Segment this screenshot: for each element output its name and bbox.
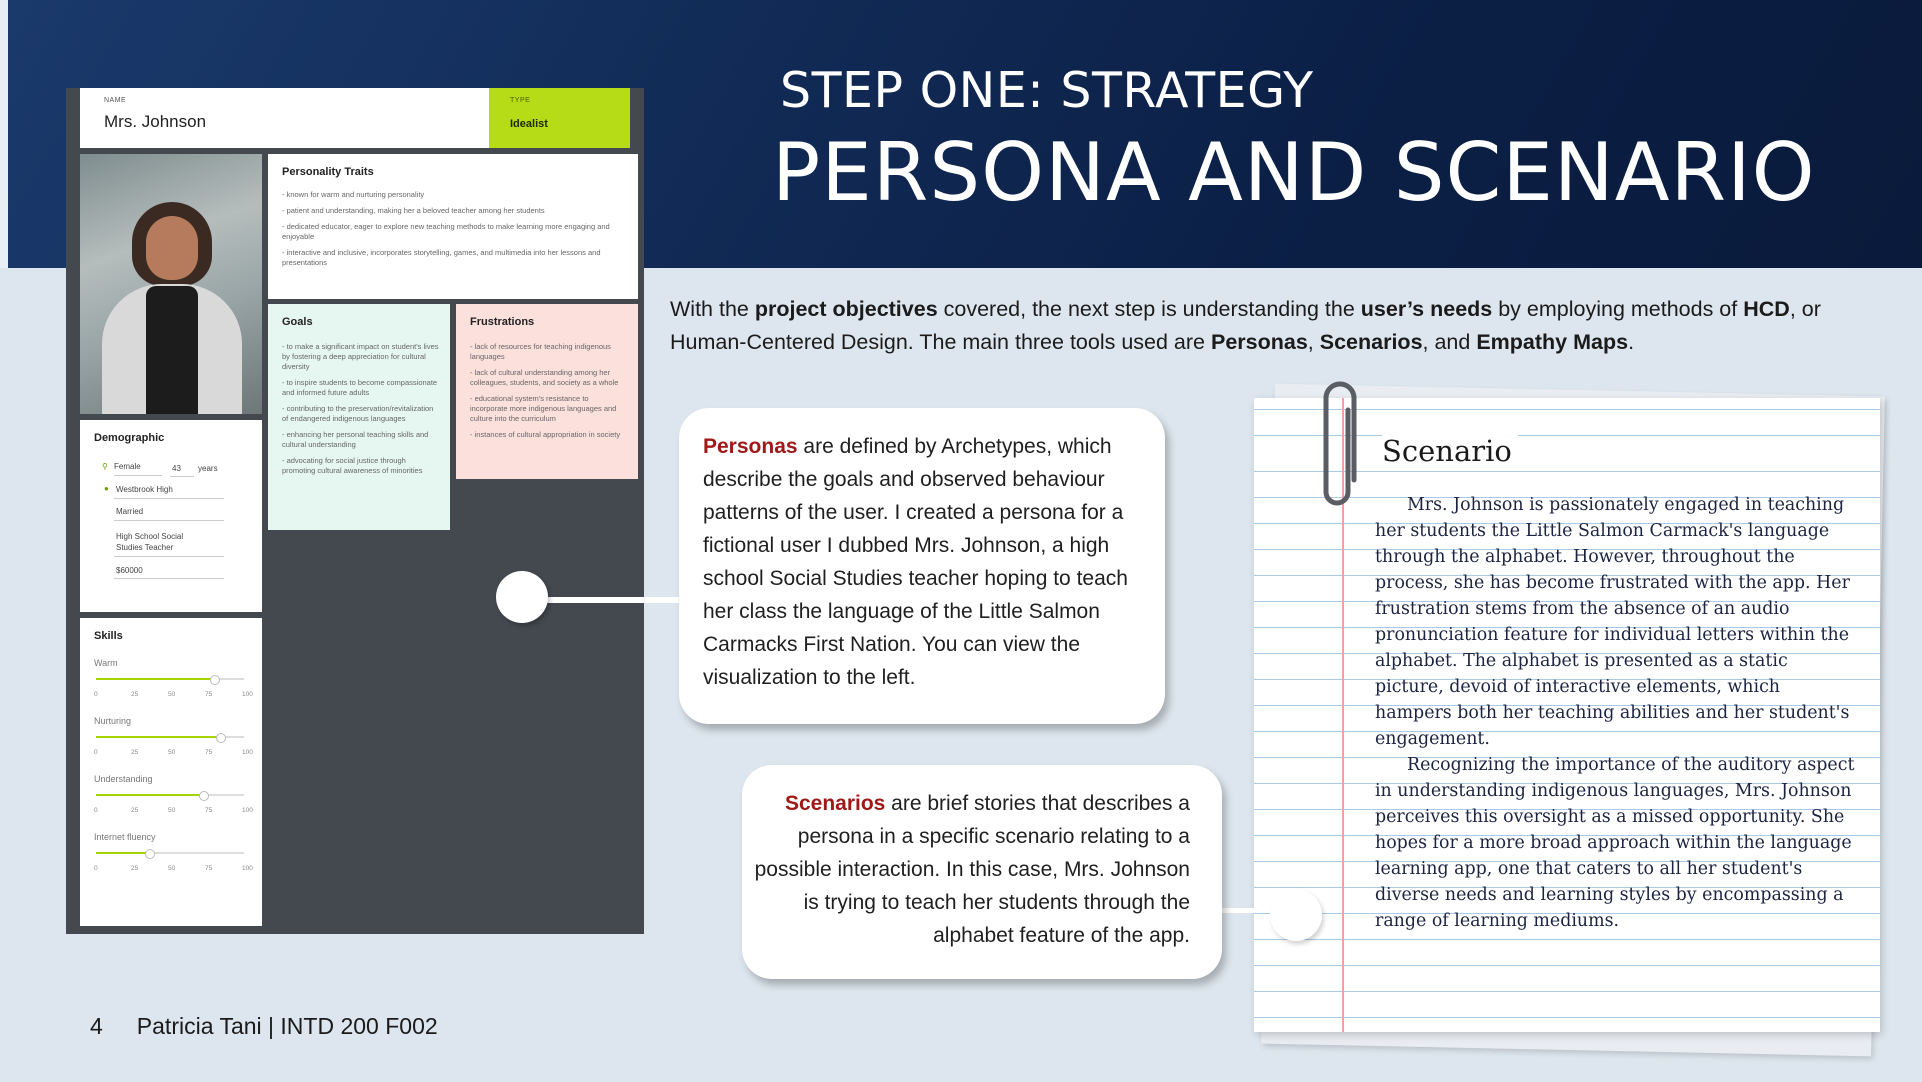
skill-slider-fill <box>96 736 220 738</box>
intro-text: With the <box>670 297 755 321</box>
scale-tick-label: 50 <box>168 749 176 756</box>
skill-label: Nurturing <box>94 716 132 726</box>
persona-name: Mrs. Johnson <box>104 112 207 131</box>
footer <box>90 1013 472 1040</box>
list-item: - enhancing her personal teaching skills and cultural understanding <box>282 430 429 449</box>
intro-text: , <box>1307 330 1320 354</box>
scale-tick-label: 25 <box>131 691 139 698</box>
scale-tick-label: 75 <box>205 865 213 872</box>
intro-bold: Personas <box>1210 330 1308 354</box>
scale-tick-label: 100 <box>242 807 253 814</box>
location-value: Westbrook High <box>116 485 173 494</box>
scale-tick-label: 25 <box>131 749 139 756</box>
personas-description: are defined by Archetypes, which describe the goals and observed behaviour patterns of the user. I created a persona for a fictional user I dubbed Mrs. Johnson, a high school Social Studies teacher hoping to teach her class the language of the Little Salmon Carmacks First Nation. You can view the visualization to the left. <box>703 435 1128 689</box>
skill-label: Internet fluency <box>94 832 156 842</box>
scenario-text <box>1375 492 1855 934</box>
divider <box>114 498 224 499</box>
skill-slider-fill <box>96 852 149 854</box>
list-item: - known for warm and nurturing personality <box>282 190 425 199</box>
skill-slider-handle[interactable] <box>145 849 155 859</box>
type-label: TYPE <box>510 97 531 104</box>
photo-shirt <box>146 286 198 414</box>
demographic-heading: Demographic <box>94 432 165 444</box>
list-item: - advocating for social justice through promoting cultural awareness of minorities <box>282 456 423 475</box>
scale-tick-label: 0 <box>94 865 98 872</box>
list-item: - to make a significant impact on student's lives by fostering a deep appreciation for cultural diversity <box>282 342 439 371</box>
intro-bold: Empathy Maps <box>1476 330 1629 354</box>
scale-tick-label: 100 <box>242 865 253 872</box>
skill-slider[interactable] <box>96 678 244 680</box>
frustrations-heading: Frustrations <box>470 316 535 328</box>
skill-slider-handle[interactable] <box>210 675 220 685</box>
frustrations-box <box>456 304 638 479</box>
frustrations-list <box>470 342 628 446</box>
header-edge <box>0 0 8 268</box>
list-item: - interactive and inclusive, incorporates storytelling, games, and multimedia into her lessons and presentations <box>282 248 601 267</box>
intro-text: covered, the next step is understanding the <box>937 297 1361 321</box>
scale-tick-label: 25 <box>131 865 139 872</box>
list-item: - dedicated educator, eager to explore new teaching methods to make learning more engaging and enjoyable <box>282 222 610 241</box>
skill-slider-handle[interactable] <box>216 733 226 743</box>
skill-slider-handle[interactable] <box>199 791 209 801</box>
scale-tick-label: 50 <box>168 807 176 814</box>
divider <box>114 475 162 476</box>
scale-tick-label: 75 <box>205 807 213 814</box>
status-value: Married <box>116 507 144 516</box>
persona-type: Idealist <box>510 118 548 130</box>
photo-face <box>146 216 198 280</box>
divider <box>114 578 224 579</box>
divider <box>114 520 224 521</box>
personas-keyword: Personas <box>703 435 798 458</box>
personality-traits-box <box>268 154 638 299</box>
name-label: NAME <box>104 97 127 104</box>
persona-card <box>66 88 644 934</box>
personas-callout <box>679 408 1165 724</box>
scenario-paragraph: Recognizing the importance of the auditory aspect in understanding indigenous languages, Mrs. Johnson perceives this oversight as a missed opportunity. She hopes for a more broad approach within the language learning app, one that caters to all her student's diverse needs and learning styles by encompassing a range of learning mediums. <box>1375 755 1855 931</box>
intro-bold: project objectives <box>754 297 938 321</box>
footer-author: Patricia Tani | INTD 200 F002 <box>136 1013 438 1039</box>
goals-heading: Goals <box>282 316 313 328</box>
slide-subtitle: STEP ONE: STRATEGY <box>780 62 1314 119</box>
intro-text: , or Human-Centered Design. The main three tools used are <box>670 297 1821 354</box>
skills-box <box>80 618 262 926</box>
slide-title: PERSONA AND SCENARIO <box>772 126 1816 219</box>
scale-tick-label: 100 <box>242 749 253 756</box>
list-item: - instances of cultural appropriation in society <box>470 430 621 439</box>
occupation-value: High School Social Studies Teacher <box>116 532 184 552</box>
scenario-paragraph: Mrs. Johnson is passionately engaged in teaching her students the Little Salmon Carmack's language through the alphabet. However, throughout the process, she has become frustrated with the app. Her frustration stems from the absence of an audio pronunciation feature for individual letters within the alphabet. The alphabet is presented as a static picture, devoid of interactive elements, which hampers both her teaching abilities and her student's engagement. <box>1375 495 1850 749</box>
intro-text: , and <box>1422 330 1477 354</box>
scale-tick-label: 75 <box>205 749 213 756</box>
scale-tick-label: 0 <box>94 691 98 698</box>
goals-box <box>268 304 450 530</box>
scenario-connector-dot <box>1270 889 1322 941</box>
scale-tick-label: 50 <box>168 865 176 872</box>
intro-text: . <box>1628 330 1635 354</box>
scale-tick-label: 75 <box>205 691 213 698</box>
list-item: - educational system's resistance to incorporate more indigenous languages and culture into the curriculum <box>470 394 617 423</box>
age-value: 43 <box>172 464 181 473</box>
intro-bold: Scenarios <box>1319 330 1423 354</box>
skill-label: Understanding <box>94 774 153 784</box>
page-number: 4 <box>90 1013 103 1039</box>
intro-text: by employing methods of <box>1492 297 1744 321</box>
scale-tick-label: 0 <box>94 807 98 814</box>
divider <box>170 476 194 477</box>
list-item: - contributing to the preservation/revitalization of endangered indigenous languages <box>282 404 434 423</box>
traits-list <box>282 190 628 274</box>
intro-bold: HCD <box>1743 297 1790 321</box>
gender-icon: ⚲ <box>102 462 108 471</box>
skill-slider-fill <box>96 678 214 680</box>
divider <box>114 556 224 557</box>
skill-slider[interactable] <box>96 736 244 738</box>
scale-tick-label: 100 <box>242 691 253 698</box>
persona-photo <box>80 154 262 414</box>
scenarios-description: are brief stories that describes a persona in a specific scenario relating to a possible interaction. In this case, Mrs. Johnson is trying to teach her students through the alphabet feature of the app. <box>754 792 1190 947</box>
intro-bold: user’s needs <box>1360 297 1493 321</box>
persona-type-box <box>489 88 630 148</box>
age-unit: years <box>198 464 218 473</box>
intro-paragraph <box>670 293 1890 359</box>
goals-list <box>282 342 440 482</box>
gender-value: Female <box>114 462 141 471</box>
skill-slider[interactable] <box>96 794 244 796</box>
persona-name-box <box>80 88 489 148</box>
list-item: - lack of resources for teaching indigenous languages <box>470 342 611 361</box>
list-item: - to inspire students to become compassionate and informed future adults <box>282 378 438 397</box>
location-pin-icon: ● <box>104 484 109 493</box>
skills-heading: Skills <box>94 630 123 642</box>
scenario-title: Scenario <box>1382 434 1518 468</box>
scale-tick-label: 50 <box>168 691 176 698</box>
skill-slider[interactable] <box>96 852 244 854</box>
scale-tick-label: 25 <box>131 807 139 814</box>
personas-text <box>703 430 1153 694</box>
skill-label: Warm <box>94 658 118 668</box>
persona-connector-dot <box>496 571 548 623</box>
scenarios-callout <box>742 765 1222 979</box>
list-item: - lack of cultural understanding among her colleagues, students, and society as a whole <box>470 368 619 387</box>
traits-heading: Personality Traits <box>282 166 374 178</box>
scenarios-text <box>750 787 1190 952</box>
demographic-box <box>80 420 262 612</box>
scale-tick-label: 0 <box>94 749 98 756</box>
scenarios-keyword: Scenarios <box>784 792 886 815</box>
skill-slider-fill <box>96 794 203 796</box>
income-value: $60000 <box>116 566 143 575</box>
paperclip-icon <box>1318 380 1362 510</box>
list-item: - patient and understanding, making her a beloved teacher among her students <box>282 206 545 215</box>
